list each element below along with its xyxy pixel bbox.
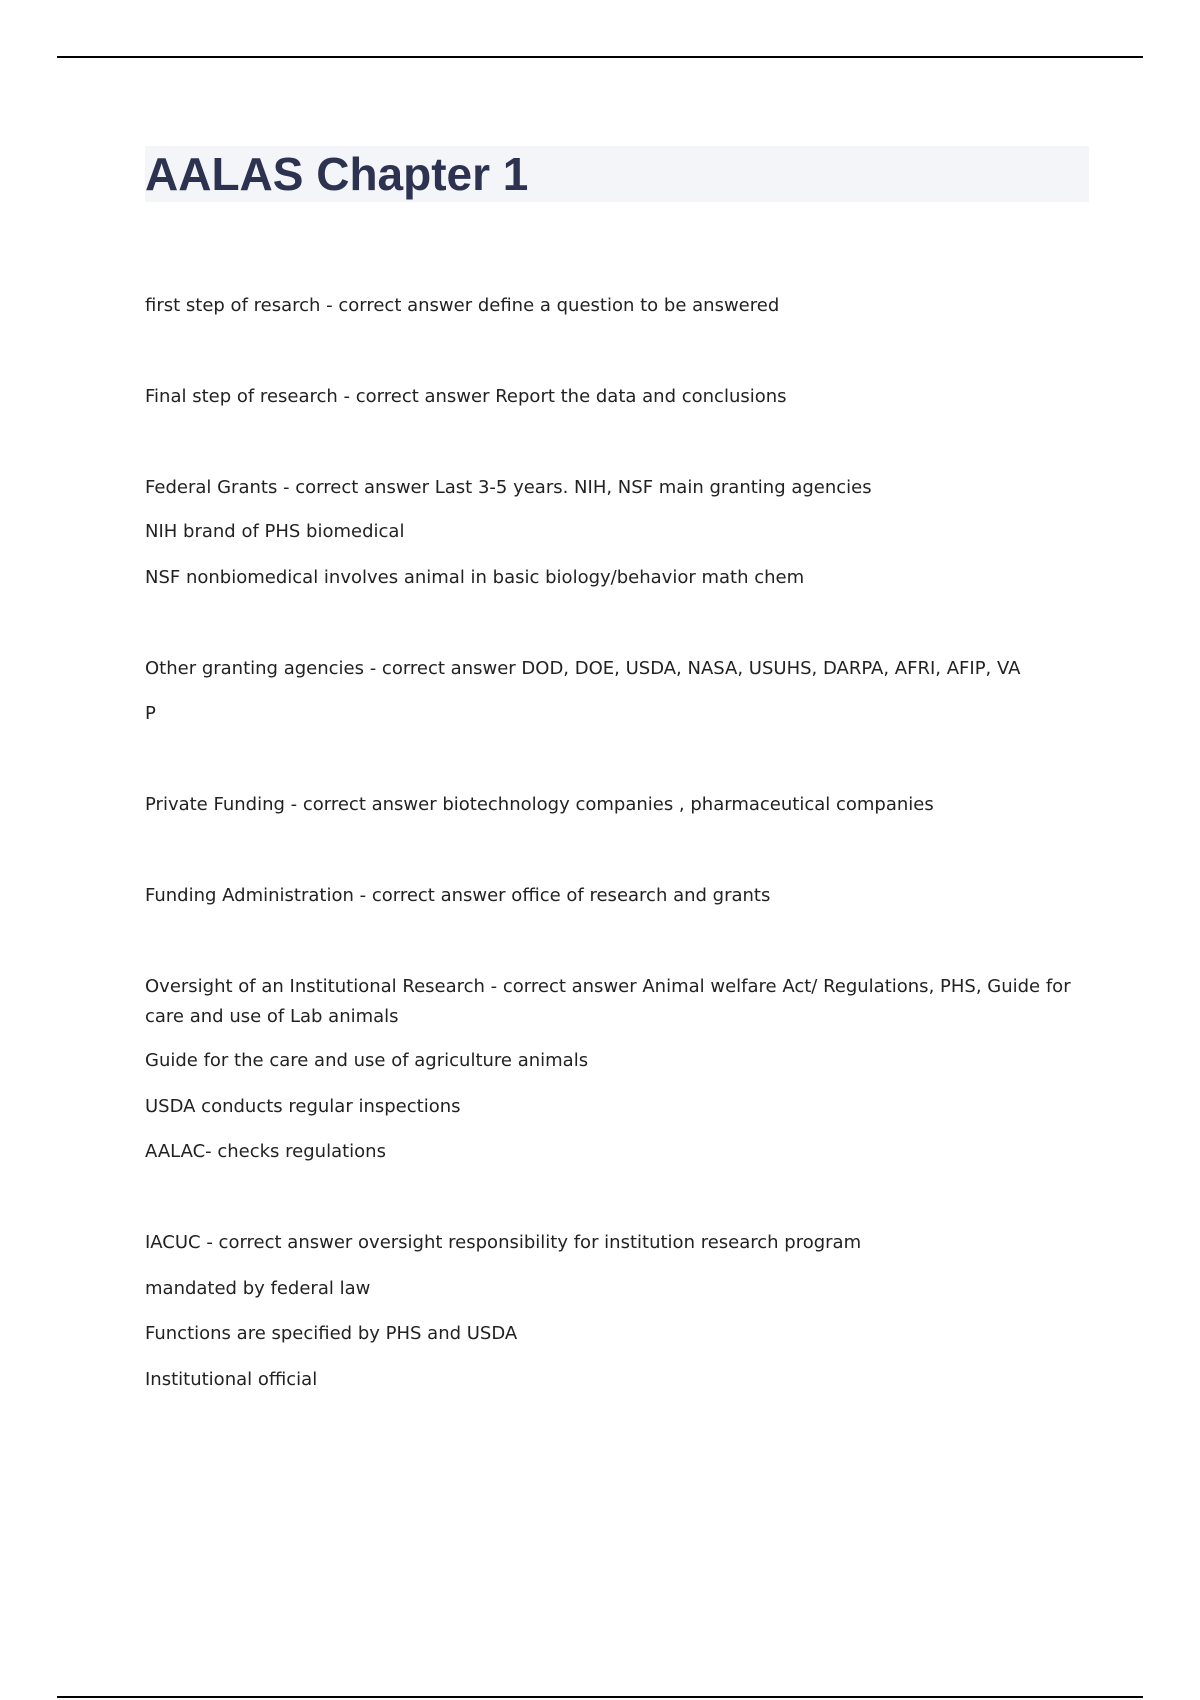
text-line: first step of resarch - correct answer define a question to be answered [145,295,780,316]
text-line: Final step of research - correct answer Report the data and conclusions [145,386,787,407]
text-line: Functions are specified by PHS and USDA [145,1323,518,1344]
text-line: mandated by federal law [145,1278,371,1299]
text-line: P [145,703,156,724]
text-line: Oversight of an Institutional Research - correct answer Animal welfare Act/ Regulations, PHS, Guide for care and use of Lab animals [145,976,1071,1027]
text-line: AALAC- checks regulations [145,1141,386,1162]
text-line: Institutional official [145,1369,318,1390]
document-title: AALAS Chapter 1 [145,148,529,200]
text-line: Private Funding - correct answer biotechnology companies , pharmaceutical companies [145,794,934,815]
text-line: NIH brand of PHS biomedical [145,521,405,542]
text-line: USDA conducts regular inspections [145,1096,461,1117]
text-line: Other granting agencies - correct answer DOD, DOE, USDA, NASA, USUHS, DARPA, AFRI, AFIP, VA [145,658,1021,679]
text-line: Federal Grants - correct answer Last 3-5 years. NIH, NSF main granting agencies [145,477,872,498]
text-line: IACUC - correct answer oversight responsibility for institution research program [145,1232,862,1253]
text-line: NSF nonbiomedical involves animal in basic biology/behavior math chem [145,567,805,588]
top-rule [57,56,1143,58]
text-line: Funding Administration - correct answer office of research and grants [145,885,771,906]
bottom-rule [57,1696,1143,1698]
text-line: Guide for the care and use of agriculture animals [145,1050,589,1071]
